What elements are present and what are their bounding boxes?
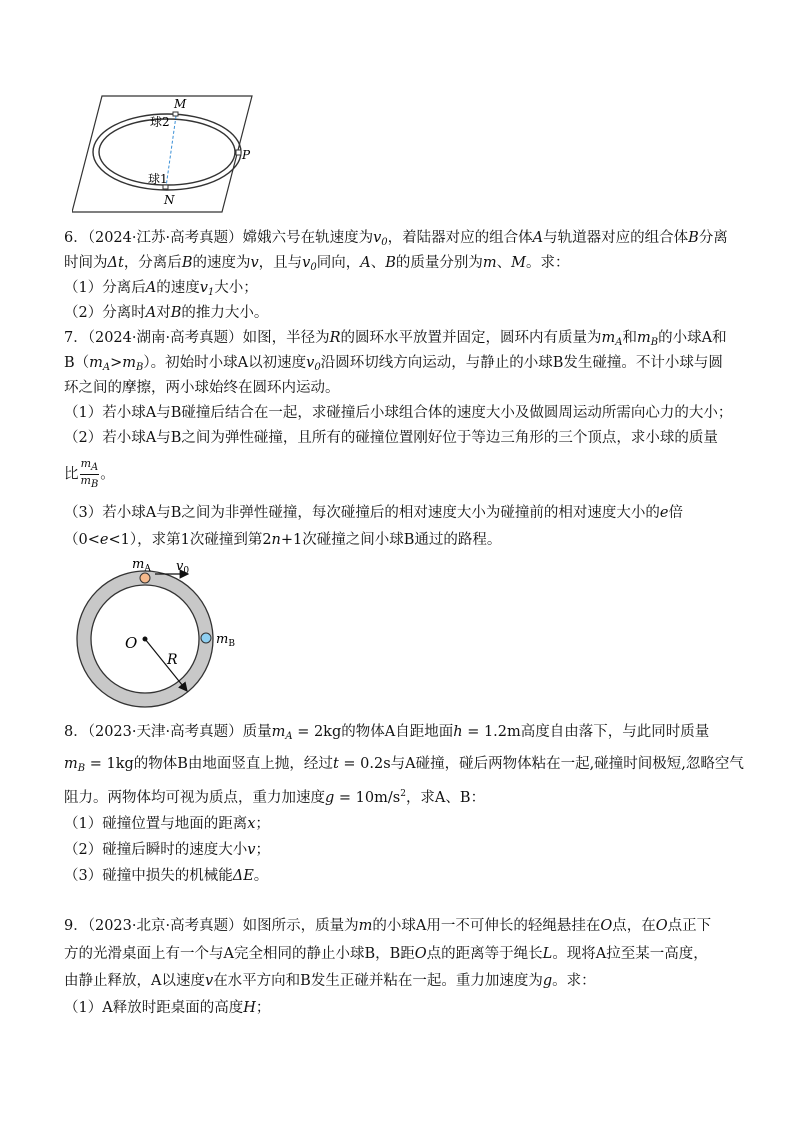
q7-part2-ratio: 比 $\frac{mA}{mB}$ 。 [64,457,115,490]
label-ball2: 球2 [150,115,170,129]
q8-line2: $m_B = 1kg$的物体B由地面竖直上抛，经过t = 0.2s与A碰撞，碰后两物体粘在一起,碰撞时间极短,忽略空气 [64,756,744,774]
label-M: M [174,97,187,111]
label-O: O [125,634,138,652]
q7-line3: 环之间的摩擦，两小球始终在圆环内运动。 [64,380,340,396]
q7-line1: 7．（2024·湖南·高考真题）如图，半径为R的圆环水平放置并固定，圆环内有质量为$m_A$和$m_B$的小球A和 [64,330,727,348]
label-P: P [242,148,251,162]
q9-line3: 由静止释放，A以速度v在水平方向和B发生正碰并粘在一起。重力加速度为g。求： [64,973,596,989]
q6-part1: （1）分离后A的速度$v_1$大小； [64,280,258,298]
q6-line2: 时间为Δt，分离后B的速度为v，且与$v_0$同向，A、B的质量分别为m、M。求： [64,255,570,273]
label-N: N [164,193,175,207]
label-mB: $m_B$ [216,632,235,649]
q9-line1: 9．（2023·北京·高考真题）如图所示，质量为m的小球A用一不可伸长的轻绳悬挂在O点，在O点正下 [64,918,712,934]
q6-line1: 6．（2024·江苏·高考真题）嫦娥六号在轨速度为$v_0$，着陆器对应的组合体A与轨道器对应的组合体B分离 [64,230,728,248]
mass-ratio-fraction: $\frac{mA}{mB}$ [80,457,99,490]
q8-part3: （3）碰撞中损失的机械能ΔE。 [64,868,269,884]
label-ball1: 球1 [148,172,168,186]
circular-ring-figure [70,558,260,708]
q9-line2: 方的光滑桌面上有一个与A完全相同的静止小球B，B距O点的距离等于绳长L。现将A拉至某一高度， [64,946,708,962]
q8-part2: （2）碰撞后瞬时的速度大小v； [64,842,270,858]
q9-part1: （1）A释放时距桌面的高度H； [64,1000,271,1016]
q7-line2: $B(m_A>m_B)$。初始时小球A以初速度$v_0$沿圆环切线方向运动，与静止的小球B发生碰撞。不计小球与圆 [64,355,723,373]
q8-part1: （1）碰撞位置与地面的距离x； [64,816,270,832]
q8-line3: 阻力。两物体均可视为质点，重力加速度$g = 10m/s^2$，求A、B： [64,789,486,806]
q7-part1: （1）若小球A与B碰撞后结合在一起，求碰撞后小球组合体的速度大小及做圆周运动所需向心力的大小； [64,405,733,421]
q6-part2: （2）分离时A对B的推力大小。 [64,305,269,321]
label-v0: $v_0$ [176,559,190,576]
q8-line1: 8．（2023·天津·高考真题）质量$m_A = 2kg$的物体A自距地面h = 1.2m高度自由落下，与此同时质量 [64,724,710,742]
ring-track-figure [72,94,254,218]
label-R: R [167,652,178,668]
q7-part3: （3）若小球A与B之间为非弹性碰撞，每次碰撞后的相对速度大小为碰撞前的相对速度大小的e倍 [64,505,683,521]
label-mA: $m_A$ [132,558,151,574]
q7-part2: （2）若小球A与B之间为弹性碰撞，且所有的碰撞位置刚好位于等边三角形的三个顶点，求小球的质量 [64,430,718,446]
q7-part3-cont: （0<e<1），求第1次碰撞到第2n+1次碰撞之间小球B通过的路程。 [64,532,502,548]
